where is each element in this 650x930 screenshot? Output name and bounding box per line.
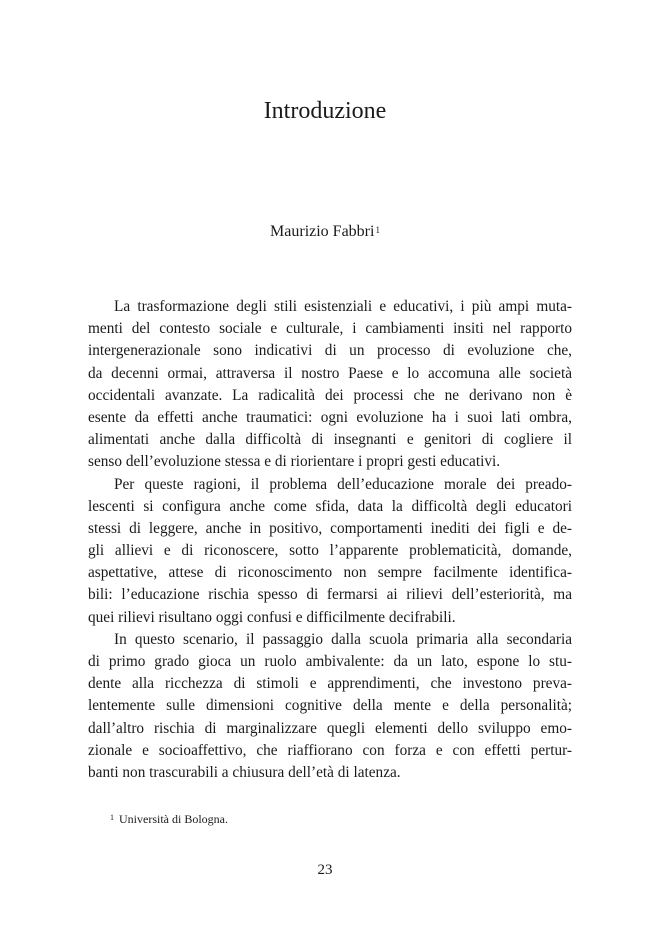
text-line: In questo scenario, il passaggio dalla scuola primaria alla secondaria bbox=[114, 630, 572, 648]
text-line: di primo grado gioca un ruolo ambivalente: da un lato, espone lo stu- bbox=[88, 653, 572, 670]
text-line: bili: l’educazione rischia spesso di fermarsi ai rilievi dell’esteriorità, ma bbox=[88, 586, 572, 604]
author-name: Maurizio Fabbri bbox=[270, 223, 375, 240]
author-line bbox=[0, 222, 650, 242]
text-line: gli allievi e di riconoscere, sotto l’apparente problematicità, domande, bbox=[88, 542, 572, 560]
text-line: esente da effetti anche traumatici: ogni evoluzione ha i suoi lati ombra, bbox=[88, 408, 572, 426]
text-line: senso dell’evoluzione stessa e di riorientare i propri gesti educativi. bbox=[88, 453, 501, 471]
text-line: intergenerazionale sono indicativi di un processo di evoluzione che, bbox=[88, 342, 572, 360]
text-line: occidentali avanzate. La radicalità dei processi che ne derivano non è bbox=[88, 386, 572, 404]
text-line: Per queste ragioni, il problema dell’educazione morale dei preado- bbox=[114, 475, 572, 493]
text-line: banti non trascurabili a chiusura dell’età di latenza. bbox=[88, 763, 401, 781]
page-number: 23 bbox=[317, 862, 333, 878]
footnote bbox=[110, 811, 228, 827]
text-line: menti del contesto sociale e culturale, i cambiamenti insiti nel rapporto bbox=[88, 320, 572, 338]
text-line: lescenti si configura anche come sfida, data la difficoltà degli educatori bbox=[88, 497, 572, 515]
text-line: La trasformazione degli stili esistenziali e educativi, i più ampi muta- bbox=[114, 298, 572, 315]
text-line: alimentati anche dalla difficoltà di insegnanti e genitori di cogliere il bbox=[88, 431, 572, 449]
text-line: aspettative, attese di riconoscimento non sempre facilmente identifica- bbox=[88, 564, 572, 582]
text-line: stessi di leggere, anche in positivo, comportamenti inediti dei figli e de- bbox=[88, 519, 572, 537]
text-line: zionale e socioaffettivo, che riaffiorano con forza e con effetti pertur- bbox=[88, 741, 572, 759]
page-title: Introduzione bbox=[263, 98, 387, 124]
text-line: lentemente sulle dimensioni cognitive della mente e della personalità; bbox=[88, 697, 572, 715]
text-line: dall’altro rischia di marginalizzare quegli elementi dello sviluppo emo- bbox=[88, 719, 572, 737]
footnote-reference: 1 bbox=[375, 225, 380, 235]
body-text bbox=[88, 296, 572, 784]
text-line: dente alla ricchezza di stimoli e apprendimenti, che investono preva- bbox=[88, 675, 572, 693]
footnote-number: 1 bbox=[110, 813, 114, 822]
text-line: quei rilievi risultano oggi confusi e difficilmente decifrabili. bbox=[88, 608, 456, 626]
text-line: da decenni ormai, attraversa il nostro Paese e lo accomuna alle società bbox=[88, 364, 572, 382]
footnote-text: Università di Bologna. bbox=[119, 812, 228, 826]
